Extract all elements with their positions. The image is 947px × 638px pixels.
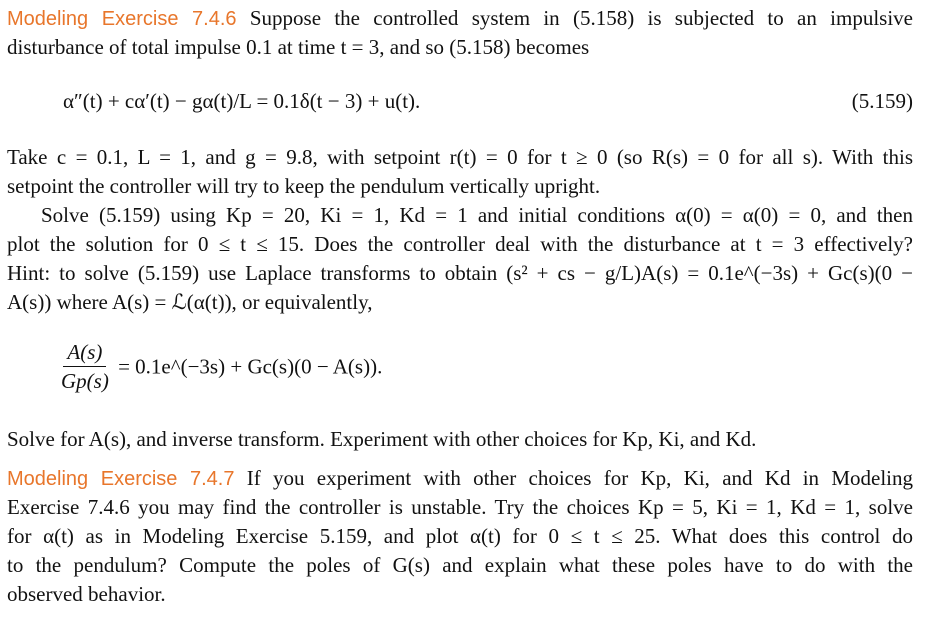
ex746-line-1 xyxy=(7,4,913,34)
ex747-line-3: for α(t) as in Modeling Exercise 5.159, and plot α(t) for 0 ≤ t ≤ 25. What does this control do xyxy=(7,524,913,548)
equation-number: (5.159) xyxy=(851,89,913,113)
ex746-heading: Modeling Exercise 7.4.6 xyxy=(7,8,237,30)
ex747-line-4: to the pendulum? Compute the poles of G(s) and explain what these poles have to do with the xyxy=(7,553,913,577)
ex746-para3: Solve for A(s), and inverse transform. Experiment with other choices for Kp, Ki, and Kd. xyxy=(7,427,757,451)
ex747-line-1 xyxy=(7,464,913,494)
fraction-equation xyxy=(57,340,382,394)
fraction-numerator: A(s) xyxy=(63,340,106,367)
fraction xyxy=(57,340,113,394)
fraction-denominator: Gp(s) xyxy=(61,369,109,393)
ex746-intro-1: Suppose the controlled system in (5.158) is subjected to an impulsive xyxy=(236,6,913,30)
equation-5-159: α″(t) + cα′(t) − gα(t)/L = 0.1δ(t − 3) + u(t). xyxy=(63,89,421,113)
ex747-line-5: observed behavior. xyxy=(7,582,166,606)
ex747-line-2: Exercise 7.4.6 you may find the controller is unstable. Try the choices Kp = 5, Ki = 1, Kd = 1, solve xyxy=(7,495,913,519)
ex746-para2-line-3: Hint: to solve (5.159) use Laplace transforms to obtain (s² + cs − g/L)A(s) = 0.1e^(−3s) + Gc(s)(0 − xyxy=(7,261,913,285)
fraction-rhs: = 0.1e^(−3s) + Gc(s)(0 − A(s)). xyxy=(118,354,383,379)
ex746-para1-line-2: setpoint the controller will try to keep the pendulum vertically upright. xyxy=(7,174,601,198)
ex747-intro-1: If you experiment with other choices for Kp, Ki, and Kd in Modeling xyxy=(234,466,913,490)
ex746-para2-line-2: plot the solution for 0 ≤ t ≤ 15. Does the controller deal with the disturbance at t = 3 effectively? xyxy=(7,232,913,256)
ex746-para2-line-1: Solve (5.159) using Kp = 20, Ki = 1, Kd = 1 and initial conditions α(0) = α(0) = 0, and then xyxy=(41,203,913,227)
ex746-intro-2: disturbance of total impulse 0.1 at time t = 3, and so (5.158) becomes xyxy=(7,35,590,59)
ex746-para1-line-1: Take c = 0.1, L = 1, and g = 9.8, with setpoint r(t) = 0 for t ≥ 0 (so R(s) = 0 for all s). With this xyxy=(7,145,913,169)
ex746-para2-line-4: A(s)) where A(s) = ℒ(α(t)), or equivalently, xyxy=(7,290,373,314)
ex747-heading: Modeling Exercise 7.4.7 xyxy=(7,468,235,490)
